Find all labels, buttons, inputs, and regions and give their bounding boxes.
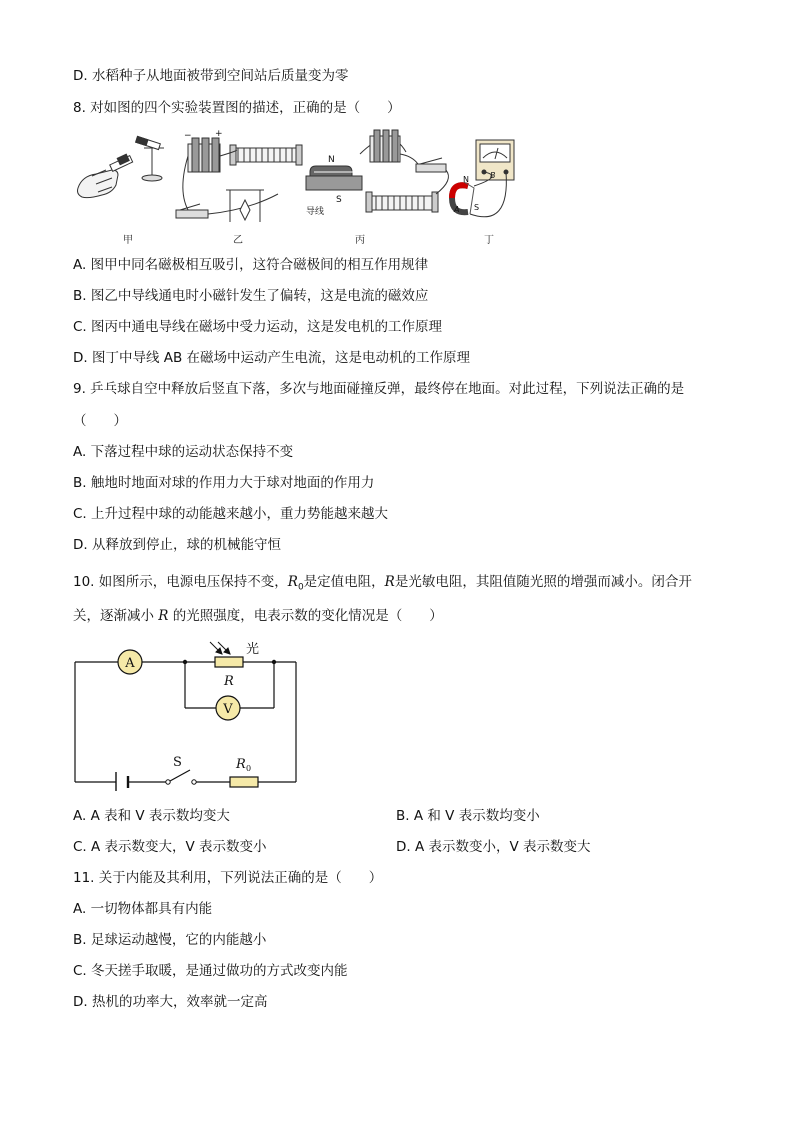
- junction-right: [272, 660, 276, 664]
- q11-option-d: D. 热机的功率大，效率就一定高: [73, 994, 268, 1010]
- q10-text-pre: 10. 如图所示，电源电压保持不变，: [73, 574, 288, 590]
- caption-bing: 丙: [355, 235, 365, 246]
- fig-ding-s-label: S: [474, 203, 480, 212]
- r0-label-sub: 0: [246, 764, 252, 773]
- fig-ding-generator: [452, 140, 514, 217]
- q10-l2-r-symbol: R: [158, 608, 169, 624]
- caption-ding: 丁: [484, 235, 494, 246]
- fig-ding-n-label: N: [463, 175, 469, 184]
- q9-option-a: A. 下落过程中球的运动状态保持不变: [73, 444, 294, 460]
- fixed-resistor-r0: [230, 777, 258, 787]
- q8-option-b: B. 图乙中导线通电时小磁针发生了偏转，这是电流的磁效应: [73, 288, 429, 304]
- q9-stem: 9. 乒乓球自空中释放后竖直下落，多次与地面碰撞反弹，最终停在地面。对此过程，下列说法正确的是: [73, 381, 685, 397]
- switch-icon: [166, 770, 196, 784]
- fig-s-label: S: [336, 195, 342, 205]
- q10-r-symbol: R: [384, 574, 395, 590]
- fig-plus-label: +: [215, 129, 223, 139]
- q7-option-d: D. 水稻种子从地面被带到空间站后质量变为零: [73, 68, 349, 84]
- q9-option-b: B. 触地时地面对球的作用力大于球对地面的作用力: [73, 475, 375, 491]
- q11-option-c: C. 冬天搓手取暖，是通过做功的方式改变内能: [73, 963, 348, 979]
- q10-circuit: [70, 636, 310, 791]
- fig-jia-magnets: [78, 136, 165, 197]
- q10-stem-line1: [73, 573, 692, 597]
- q10-option-c: C. A 表示数变大，V 表示数变小: [73, 839, 267, 855]
- fig-bing-motor: [306, 130, 448, 212]
- q9-option-c: C. 上升过程中球的动能越来越小，重力势能越来越大: [73, 506, 389, 522]
- fig-wire-label: 导线: [306, 207, 325, 217]
- q9-paren: （ ）: [73, 413, 127, 429]
- q10-text-mid1: 是定值电阻，: [303, 574, 385, 590]
- q10-stem-line2: [73, 607, 443, 625]
- fig-yi-current-magnetic: [176, 138, 302, 222]
- q8-option-a: A. 图甲中同名磁极相互吸引，这符合磁极间的相互作用规律: [73, 257, 429, 273]
- q9-option-d: D. 从释放到停止，球的机械能守恒: [73, 537, 281, 553]
- q10-r0-symbol: R: [287, 574, 298, 590]
- fig-n-label: N: [328, 155, 335, 165]
- q10-l2-post: 的光照强度，电表示数的变化情况是（ ）: [168, 608, 443, 624]
- q10-l2-pre: 关，逐渐减小: [73, 608, 159, 624]
- fig-b-label: B: [490, 171, 496, 180]
- r0-label: R: [236, 757, 246, 772]
- switch-label: S: [173, 755, 182, 770]
- q8-figure: [70, 126, 540, 246]
- q8-option-d: D. 图丁中导线 AB 在磁场中运动产生电流，这是电动机的工作原理: [73, 350, 471, 366]
- battery-icon: [116, 772, 128, 791]
- q10-option-d: D. A 表示数变小，V 表示数变大: [396, 839, 591, 855]
- light-label: 光: [246, 642, 260, 657]
- q10-option-a: A. A 表和 V 表示数均变大: [73, 808, 230, 824]
- q11-option-a: A. 一切物体都具有内能: [73, 901, 213, 917]
- q10-r0-sub: 0: [297, 582, 304, 593]
- light-arrows-icon: [210, 642, 230, 654]
- q10-option-b: B. A 和 V 表示数均变小: [396, 808, 540, 824]
- fig-a-label: A: [454, 205, 460, 214]
- q8-option-c: C. 图丙中通电导线在磁场中受力运动，这是发电机的工作原理: [73, 319, 443, 335]
- caption-yi: 乙: [233, 235, 243, 246]
- junction-left: [183, 660, 187, 664]
- photoresistor: [215, 657, 243, 667]
- ammeter-label: A: [125, 656, 135, 671]
- voltmeter-label: V: [223, 702, 233, 717]
- q11-option-b: B. 足球运动越慢，它的内能越小: [73, 932, 267, 948]
- caption-jia: 甲: [123, 235, 133, 246]
- photoresistor-label: R: [224, 674, 234, 689]
- fig-minus-label: −: [184, 131, 192, 141]
- q8-stem: 8. 对如图的四个实验装置图的描述，正确的是（ ）: [73, 100, 401, 116]
- q11-stem: 11. 关于内能及其利用，下列说法正确的是（ ）: [73, 870, 383, 886]
- q10-text-mid2: 是光敏电阻，其阻值随光照的增强而减小。闭合开: [394, 574, 692, 590]
